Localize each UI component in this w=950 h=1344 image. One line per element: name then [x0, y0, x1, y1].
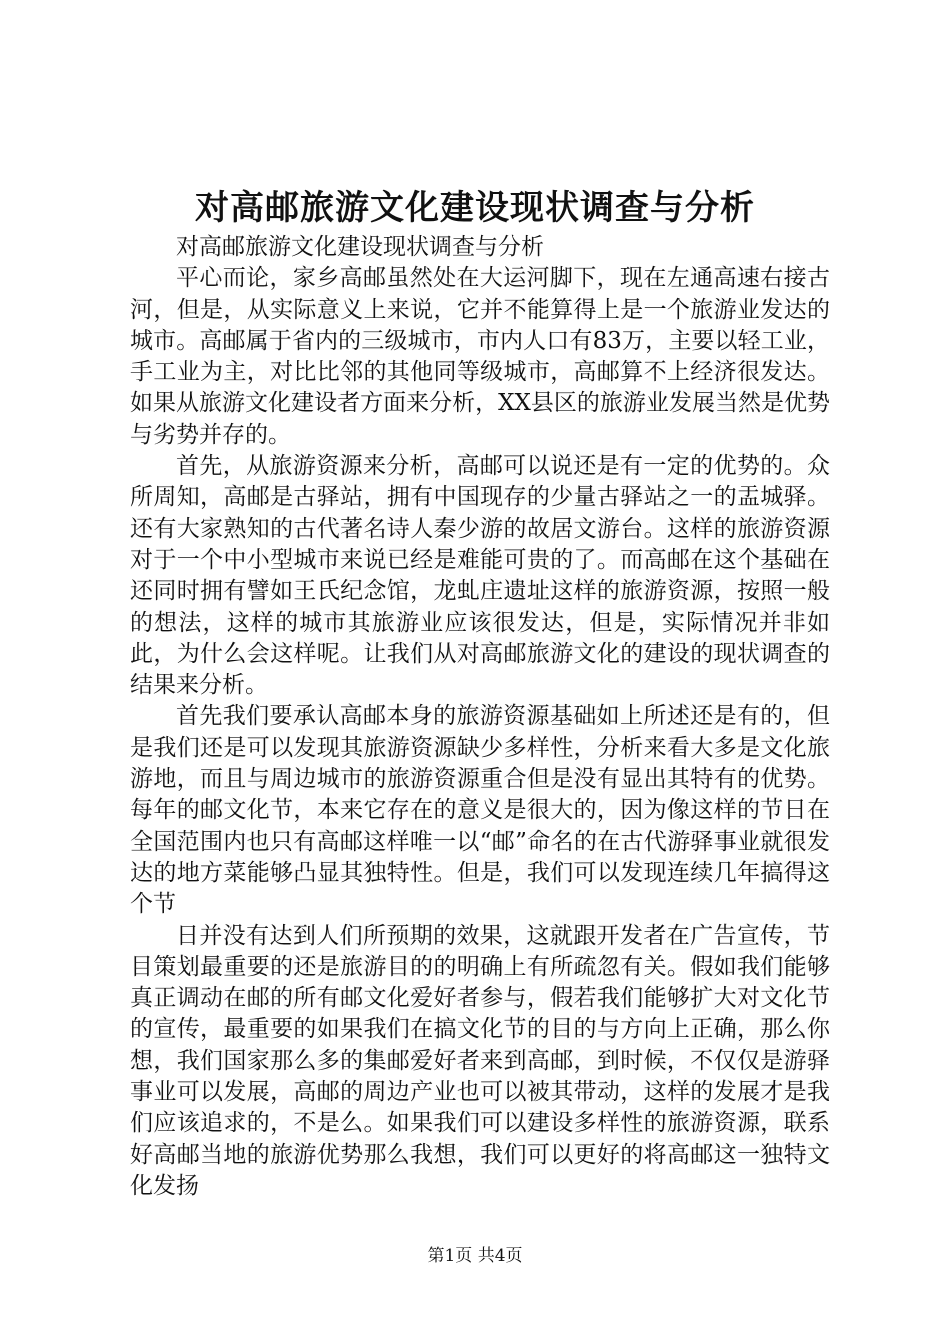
document-body	[130, 232, 830, 1202]
paragraph-1: 平心而论，家乡高邮虽然处在大运河脚下，现在左通高速右接古河，但是，从实际意义上来说，它并不能算得上是一个旅游业发达的城市。高邮属于省内的三级城市，市内人口有83万，主要以轻工业，手工业为主，对比比邻的其他同等级城市，高邮算不上经济很发达。如果从旅游文化建设者方面来分析，XX县区的旅游业发展当然是优势与劣势并存的。	[130, 265, 830, 448]
paragraph-4: 日并没有达到人们所预期的效果，这就跟开发者在广告宣传，节目策划最重要的还是旅游目的的明确上有所疏忽有关。假如我们能够真正调动在邮的所有邮文化爱好者参与，假若我们能够扩大对文化节的宣传，最重要的如果我们在搞文化节的目的与方向上正确，那么你想，我们国家那么多的集邮爱好者来到高邮，到时候，不仅仅是游驿事业可以发展，高邮的周边产业也可以被其带动，这样的发展才是我们应该追求的，不是么。如果我们可以建设多样性的旅游资源，联系好高邮当地的旅游优势那么我想，我们可以更好的将高邮这一独特文化发扬	[130, 922, 830, 1199]
document-subtitle: 对高邮旅游文化建设现状调查与分析	[176, 234, 544, 260]
page-number-footer: 第1页 共4页	[427, 1246, 523, 1266]
paragraph-2: 首先，从旅游资源来分析，高邮可以说还是有一定的优势的。众所周知，高邮是古驿站，拥有中国现存的少量古驿站之一的盂城驿。还有大家熟知的古代著名诗人秦少游的故居文游台。这样的旅游资源对于一个中小型城市来说已经是难能可贵的了。而高邮在这个基础在还同时拥有譬如王氏纪念馆，龙虬庄遗址这样的旅游资源，按照一般的想法，这样的城市其旅游业应该很发达，但是，实际情况并非如此，为什么会这样呢。让我们从对高邮旅游文化的建设的现状调查的结果来分析。	[130, 453, 830, 699]
document-title: 对高邮旅游文化建设现状调查与分析	[195, 188, 755, 228]
paragraph-3: 首先我们要承认高邮本身的旅游资源基础如上所述还是有的，但是我们还是可以发现其旅游资源缺少多样性，分析来看大多是文化旅游地，而且与周边城市的旅游资源重合但是没有显出其特有的优势。每年的邮文化节，本来它存在的意义是很大的，因为像这样的节日在全国范围内也只有高邮这样唯一以“邮”命名的在古代游驿事业就很发达的地方菜能够凸显其独特性。但是，我们可以发现连续几年搞得这个节	[130, 703, 830, 918]
